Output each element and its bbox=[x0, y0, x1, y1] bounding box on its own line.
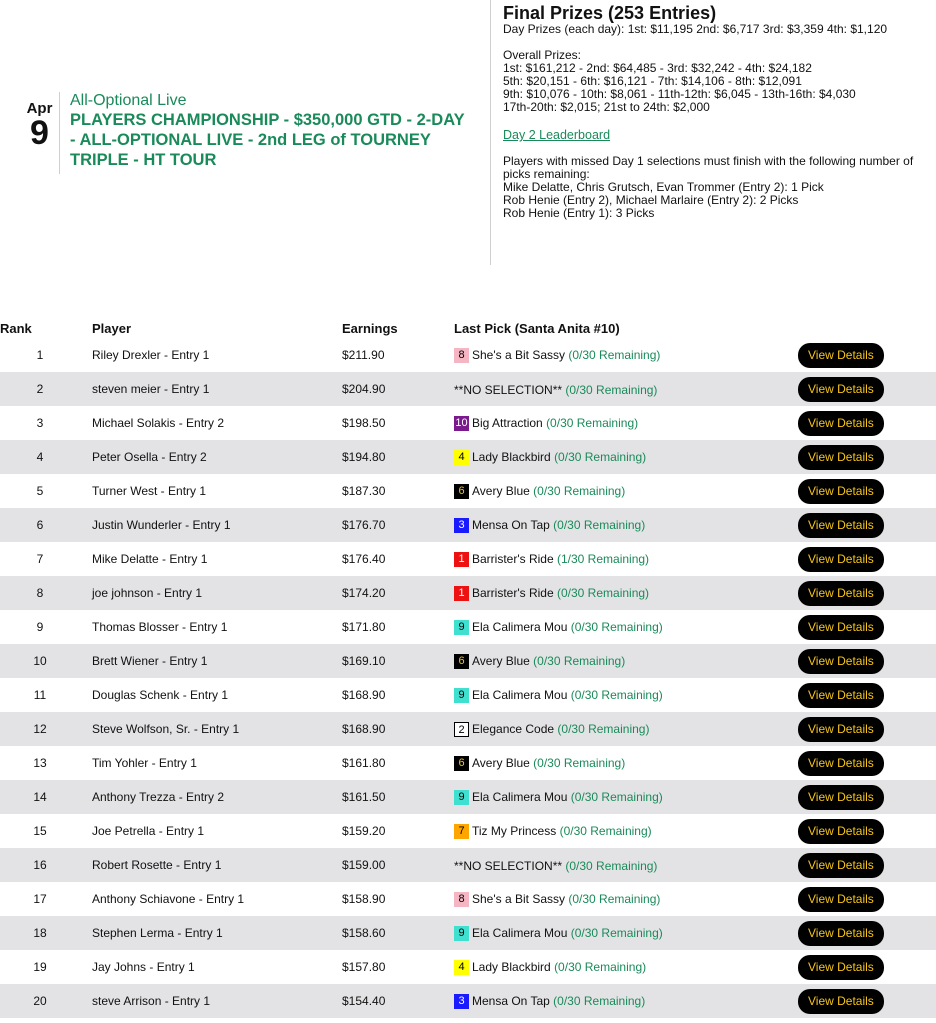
player-cell: Turner West - Entry 1 bbox=[92, 484, 207, 498]
view-details-button[interactable]: View Details bbox=[798, 751, 884, 776]
table-row bbox=[0, 474, 936, 508]
header-earnings: Earnings bbox=[342, 320, 398, 336]
horse-name: Tiz My Princess bbox=[472, 824, 557, 839]
post-position-badge: 3 bbox=[454, 994, 469, 1009]
rank-cell: 7 bbox=[36, 552, 44, 566]
day-2-leaderboard-link[interactable]: Day 2 Leaderboard bbox=[503, 128, 611, 142]
post-position-badge: 4 bbox=[454, 450, 469, 465]
view-details-button[interactable]: View Details bbox=[798, 479, 884, 504]
last-pick-cell bbox=[454, 474, 798, 508]
earnings-cell: $157.80 bbox=[342, 960, 386, 974]
horse-name: Lady Blackbird bbox=[472, 450, 551, 465]
table-row bbox=[0, 780, 936, 814]
earnings-cell: $174.20 bbox=[342, 576, 454, 610]
earnings-cell: $176.70 bbox=[342, 508, 454, 542]
earnings-cell: $171.80 bbox=[342, 620, 386, 634]
horse-name: Lady Blackbird bbox=[472, 960, 551, 975]
header-rank: Rank bbox=[0, 320, 32, 336]
rank-cell: 14 bbox=[0, 780, 80, 814]
actions-cell bbox=[798, 780, 936, 814]
picks-remaining: (0/30 Remaining) bbox=[557, 722, 650, 737]
view-details-button[interactable]: View Details bbox=[798, 683, 884, 708]
player-cell: Stephen Lerma - Entry 1 bbox=[80, 916, 342, 950]
picks-remaining: (0/30 Remaining) bbox=[546, 416, 639, 431]
last-pick-cell bbox=[454, 610, 798, 644]
earnings-cell: $194.80 bbox=[342, 440, 454, 474]
missed-selections-line: Mike Delatte, Chris Grutsch, Evan Trommer (Entry 2): 1 Pick bbox=[503, 180, 824, 194]
table-row bbox=[0, 712, 936, 746]
rank-cell: 18 bbox=[0, 916, 80, 950]
earnings-cell: $176.40 bbox=[342, 552, 386, 566]
table-row bbox=[0, 372, 936, 406]
last-pick-cell bbox=[454, 406, 798, 440]
earnings-cell: $161.50 bbox=[342, 780, 454, 814]
actions-cell bbox=[798, 644, 936, 678]
rank-cell: 3 bbox=[36, 416, 44, 430]
actions-cell bbox=[798, 440, 936, 474]
missed-selections-line: Rob Henie (Entry 1): 3 Picks bbox=[503, 206, 655, 220]
event-header bbox=[22, 92, 470, 174]
actions-cell bbox=[798, 576, 936, 610]
picks-remaining: (0/30 Remaining) bbox=[554, 450, 647, 465]
player-cell: Steve Wolfson, Sr. - Entry 1 bbox=[80, 712, 342, 746]
earnings-cell: $204.90 bbox=[342, 372, 454, 406]
actions-cell bbox=[798, 678, 936, 712]
player-cell: Brett Wiener - Entry 1 bbox=[80, 644, 342, 678]
table-row bbox=[0, 950, 936, 984]
view-details-button[interactable]: View Details bbox=[798, 819, 884, 844]
rank-cell: 17 bbox=[33, 892, 47, 906]
post-position-badge: 2 bbox=[454, 722, 469, 737]
picks-remaining: (0/30 Remaining) bbox=[533, 654, 626, 669]
rank-cell: 9 bbox=[36, 620, 44, 634]
view-details-button[interactable]: View Details bbox=[798, 887, 884, 912]
earnings-cell: $159.00 bbox=[342, 848, 454, 882]
player-cell: Robert Rosette - Entry 1 bbox=[80, 848, 342, 882]
picks-remaining: (0/30 Remaining) bbox=[570, 790, 663, 805]
post-position-badge: 6 bbox=[454, 484, 469, 499]
post-position-badge: 10 bbox=[455, 416, 468, 429]
table-row bbox=[0, 610, 936, 644]
picks-remaining: (1/30 Remaining) bbox=[557, 552, 650, 567]
earnings-cell: $169.10 bbox=[342, 644, 454, 678]
horse-name: She's a Bit Sassy bbox=[472, 892, 565, 907]
rank-cell: 19 bbox=[33, 960, 47, 974]
horse-name: She's a Bit Sassy bbox=[472, 348, 565, 363]
picks-remaining: (0/30 Remaining) bbox=[570, 620, 663, 635]
actions-cell bbox=[798, 474, 936, 508]
post-position-badge: 4 bbox=[454, 960, 469, 975]
horse-name: Barrister's Ride bbox=[472, 552, 554, 567]
last-pick-cell bbox=[454, 576, 798, 610]
post-position-badge: 7 bbox=[454, 824, 469, 839]
horse-name: Ela Calimera Mou bbox=[472, 620, 568, 635]
table-row bbox=[0, 882, 936, 916]
post-position-badge: 6 bbox=[454, 654, 469, 669]
actions-cell bbox=[798, 916, 936, 950]
view-details-button[interactable]: View Details bbox=[798, 547, 884, 572]
rank-cell: 11 bbox=[33, 688, 47, 702]
post-position-badge: 9 bbox=[454, 620, 469, 635]
actions-cell bbox=[798, 848, 936, 882]
table-row bbox=[0, 406, 936, 440]
picks-remaining: (0/30 Remaining) bbox=[570, 688, 663, 703]
last-pick-cell bbox=[454, 508, 798, 542]
view-details-button[interactable]: View Details bbox=[798, 717, 884, 742]
last-pick-cell bbox=[454, 372, 798, 406]
table-row bbox=[0, 644, 936, 678]
actions-cell bbox=[798, 610, 936, 644]
horse-name: Ela Calimera Mou bbox=[472, 688, 568, 703]
rank-cell: 15 bbox=[33, 824, 47, 838]
actions-cell bbox=[798, 508, 936, 542]
picks-remaining: (0/30 Remaining) bbox=[553, 518, 646, 533]
last-pick-cell bbox=[454, 950, 798, 984]
last-pick-cell bbox=[454, 542, 798, 576]
actions-cell bbox=[798, 338, 936, 372]
missed-selections-intro: Players with missed Day 1 selections must finish with the following number of picks remaining: bbox=[503, 154, 914, 181]
actions-cell bbox=[798, 712, 936, 746]
table-row bbox=[0, 508, 936, 542]
player-cell: Michael Solakis - Entry 2 bbox=[92, 416, 225, 430]
picks-remaining: (0/30 Remaining) bbox=[533, 756, 626, 771]
earnings-cell: $161.80 bbox=[342, 756, 386, 770]
actions-cell bbox=[798, 542, 936, 576]
event-date bbox=[22, 92, 60, 174]
overall-prizes-line: 17th-20th: $2,015; 21st to 24th: $2,000 bbox=[503, 100, 710, 114]
rank-cell: 20 bbox=[0, 984, 80, 1018]
view-details-button[interactable]: View Details bbox=[798, 989, 884, 1014]
player-cell: Mike Delatte - Entry 1 bbox=[92, 552, 208, 566]
view-details-button[interactable]: View Details bbox=[798, 853, 884, 878]
table-row bbox=[0, 576, 936, 610]
table-row bbox=[0, 440, 936, 474]
last-pick-cell bbox=[454, 814, 798, 848]
missed-selections-line: Rob Henie (Entry 2), Michael Marlaire (Entry 2): 2 Picks bbox=[503, 193, 799, 207]
rank-cell: 13 bbox=[33, 756, 47, 770]
table-row bbox=[0, 338, 936, 372]
picks-remaining: (0/30 Remaining) bbox=[557, 586, 650, 601]
view-details-button[interactable]: View Details bbox=[798, 411, 884, 436]
table-row bbox=[0, 984, 936, 1018]
player-cell: Riley Drexler - Entry 1 bbox=[92, 348, 210, 362]
player-cell: Tim Yohler - Entry 1 bbox=[92, 756, 197, 770]
view-details-button[interactable]: View Details bbox=[798, 955, 884, 980]
picks-remaining: (0/30 Remaining) bbox=[553, 994, 646, 1009]
overall-prizes-label: Overall Prizes: bbox=[503, 48, 582, 62]
post-position-badge: 1 bbox=[454, 552, 469, 567]
last-pick-cell bbox=[454, 780, 798, 814]
actions-cell bbox=[798, 372, 936, 406]
view-details-button[interactable]: View Details bbox=[798, 445, 884, 470]
post-position-badge: 1 bbox=[454, 586, 469, 601]
post-position-badge: 9 bbox=[454, 688, 469, 703]
view-details-button[interactable]: View Details bbox=[798, 377, 884, 402]
horse-name: Barrister's Ride bbox=[472, 586, 554, 601]
last-pick-cell bbox=[454, 440, 798, 474]
view-details-button[interactable]: View Details bbox=[798, 785, 884, 810]
picks-remaining: (0/30 Remaining) bbox=[533, 484, 626, 499]
player-cell: steve Arrison - Entry 1 bbox=[80, 984, 342, 1018]
player-cell: Anthony Schiavone - Entry 1 bbox=[92, 892, 245, 906]
last-pick-cell bbox=[454, 712, 798, 746]
actions-cell bbox=[798, 814, 936, 848]
view-details-button[interactable]: View Details bbox=[798, 513, 884, 538]
player-cell: Anthony Trezza - Entry 2 bbox=[80, 780, 342, 814]
earnings-cell: $198.50 bbox=[342, 416, 386, 430]
picks-remaining: (0/30 Remaining) bbox=[568, 348, 661, 363]
rank-cell: 8 bbox=[0, 576, 80, 610]
prizes-panel bbox=[490, 0, 920, 265]
overall-prizes-line: 1st: $161,212 - 2nd: $64,485 - 3rd: $32,242 - 4th: $24,182 bbox=[503, 61, 812, 75]
rank-cell: 12 bbox=[0, 712, 80, 746]
event-subtitle: All-Optional Live bbox=[70, 92, 187, 109]
picks-remaining: (0/30 Remaining) bbox=[565, 858, 658, 873]
horse-name: Avery Blue bbox=[472, 756, 530, 771]
post-position-badge: 9 bbox=[454, 790, 469, 805]
actions-cell bbox=[798, 882, 936, 916]
overall-prizes-line: 5th: $20,151 - 6th: $16,121 - 7th: $14,106 - 8th: $12,091 bbox=[503, 74, 802, 88]
rank-cell: 4 bbox=[0, 440, 80, 474]
rank-cell: 2 bbox=[0, 372, 80, 406]
actions-cell bbox=[798, 746, 936, 780]
event-month: Apr bbox=[26, 100, 53, 117]
player-cell: joe johnson - Entry 1 bbox=[80, 576, 342, 610]
post-position-badge: 8 bbox=[454, 892, 469, 907]
last-pick-cell bbox=[454, 644, 798, 678]
picks-remaining: (0/30 Remaining) bbox=[570, 926, 663, 941]
post-position-badge: 8 bbox=[454, 348, 469, 363]
last-pick-cell bbox=[454, 882, 798, 916]
post-position-badge: 6 bbox=[454, 756, 469, 771]
day-prizes: Day Prizes (each day): 1st: $11,195 2nd: $6,717 3rd: $3,359 4th: $1,120 bbox=[503, 22, 888, 36]
horse-name: Elegance Code bbox=[472, 722, 555, 737]
horse-name: Avery Blue bbox=[472, 484, 530, 499]
player-cell: Douglas Schenk - Entry 1 bbox=[92, 688, 229, 702]
view-details-button[interactable]: View Details bbox=[798, 921, 884, 946]
horse-name: **NO SELECTION** bbox=[454, 382, 563, 397]
rank-cell: 10 bbox=[0, 644, 80, 678]
table-row bbox=[0, 542, 936, 576]
overall-prizes-line: 9th: $10,076 - 10th: $8,061 - 11th-12th: $6,045 - 13th-16th: $4,030 bbox=[503, 87, 856, 101]
earnings-cell: $187.30 bbox=[342, 484, 386, 498]
post-position-badge: 3 bbox=[454, 518, 469, 533]
prizes-title: Final Prizes (253 Entries) bbox=[503, 3, 717, 23]
earnings-cell: $158.60 bbox=[342, 916, 454, 950]
earnings-cell: $159.20 bbox=[342, 824, 386, 838]
rank-cell: 6 bbox=[0, 508, 80, 542]
header-player: Player bbox=[92, 320, 132, 336]
header-last-pick: Last Pick (Santa Anita #10) bbox=[454, 320, 620, 336]
horse-name: Avery Blue bbox=[472, 654, 530, 669]
rank-cell: 5 bbox=[36, 484, 44, 498]
actions-cell bbox=[798, 406, 936, 440]
horse-name: **NO SELECTION** bbox=[454, 858, 563, 873]
earnings-cell: $158.90 bbox=[342, 892, 386, 906]
player-cell: Jay Johns - Entry 1 bbox=[92, 960, 195, 974]
picks-remaining: (0/30 Remaining) bbox=[559, 824, 652, 839]
leaderboard-body bbox=[0, 338, 936, 1018]
picks-remaining: (0/30 Remaining) bbox=[568, 892, 661, 907]
rank-cell: 1 bbox=[36, 348, 44, 362]
last-pick-cell bbox=[454, 848, 798, 882]
event-titles bbox=[70, 92, 470, 170]
earnings-cell: $168.90 bbox=[342, 688, 386, 702]
table-row bbox=[0, 814, 936, 848]
actions-cell bbox=[798, 984, 936, 1018]
player-cell: steven meier - Entry 1 bbox=[80, 372, 342, 406]
table-row bbox=[0, 916, 936, 950]
view-details-button[interactable]: View Details bbox=[798, 649, 884, 674]
player-cell: Justin Wunderler - Entry 1 bbox=[80, 508, 342, 542]
earnings-cell: $154.40 bbox=[342, 984, 454, 1018]
table-row bbox=[0, 678, 936, 712]
horse-name: Mensa On Tap bbox=[472, 518, 550, 533]
actions-cell bbox=[798, 950, 936, 984]
last-pick-cell bbox=[454, 746, 798, 780]
view-details-button[interactable]: View Details bbox=[798, 581, 884, 606]
horse-name: Mensa On Tap bbox=[472, 994, 550, 1009]
leaderboard-table bbox=[0, 318, 936, 1018]
table-header-row bbox=[0, 318, 936, 338]
earnings-cell: $211.90 bbox=[342, 348, 385, 362]
last-pick-cell bbox=[454, 984, 798, 1018]
player-cell: Thomas Blosser - Entry 1 bbox=[92, 620, 228, 634]
horse-name: Big Attraction bbox=[472, 416, 543, 431]
last-pick-cell bbox=[454, 338, 798, 372]
player-cell: Peter Osella - Entry 2 bbox=[80, 440, 342, 474]
view-details-button[interactable]: View Details bbox=[798, 343, 884, 368]
view-details-button[interactable]: View Details bbox=[798, 615, 884, 640]
table-row bbox=[0, 848, 936, 882]
rank-cell: 16 bbox=[0, 848, 80, 882]
event-title: PLAYERS CHAMPIONSHIP - $350,000 GTD - 2-DAY - ALL-OPTIONAL LIVE - 2nd LEG of TOURNEY TRIPLE - HT TOUR bbox=[70, 111, 465, 169]
horse-name: Ela Calimera Mou bbox=[472, 926, 568, 941]
last-pick-cell bbox=[454, 916, 798, 950]
table-row bbox=[0, 746, 936, 780]
picks-remaining: (0/30 Remaining) bbox=[565, 382, 658, 397]
player-cell: Joe Petrella - Entry 1 bbox=[92, 824, 205, 838]
post-position-badge: 9 bbox=[454, 926, 469, 941]
earnings-cell: $168.90 bbox=[342, 712, 454, 746]
header-actions bbox=[798, 318, 936, 338]
event-day: 9 bbox=[30, 114, 49, 152]
horse-name: Ela Calimera Mou bbox=[472, 790, 568, 805]
last-pick-cell bbox=[454, 678, 798, 712]
picks-remaining: (0/30 Remaining) bbox=[554, 960, 647, 975]
